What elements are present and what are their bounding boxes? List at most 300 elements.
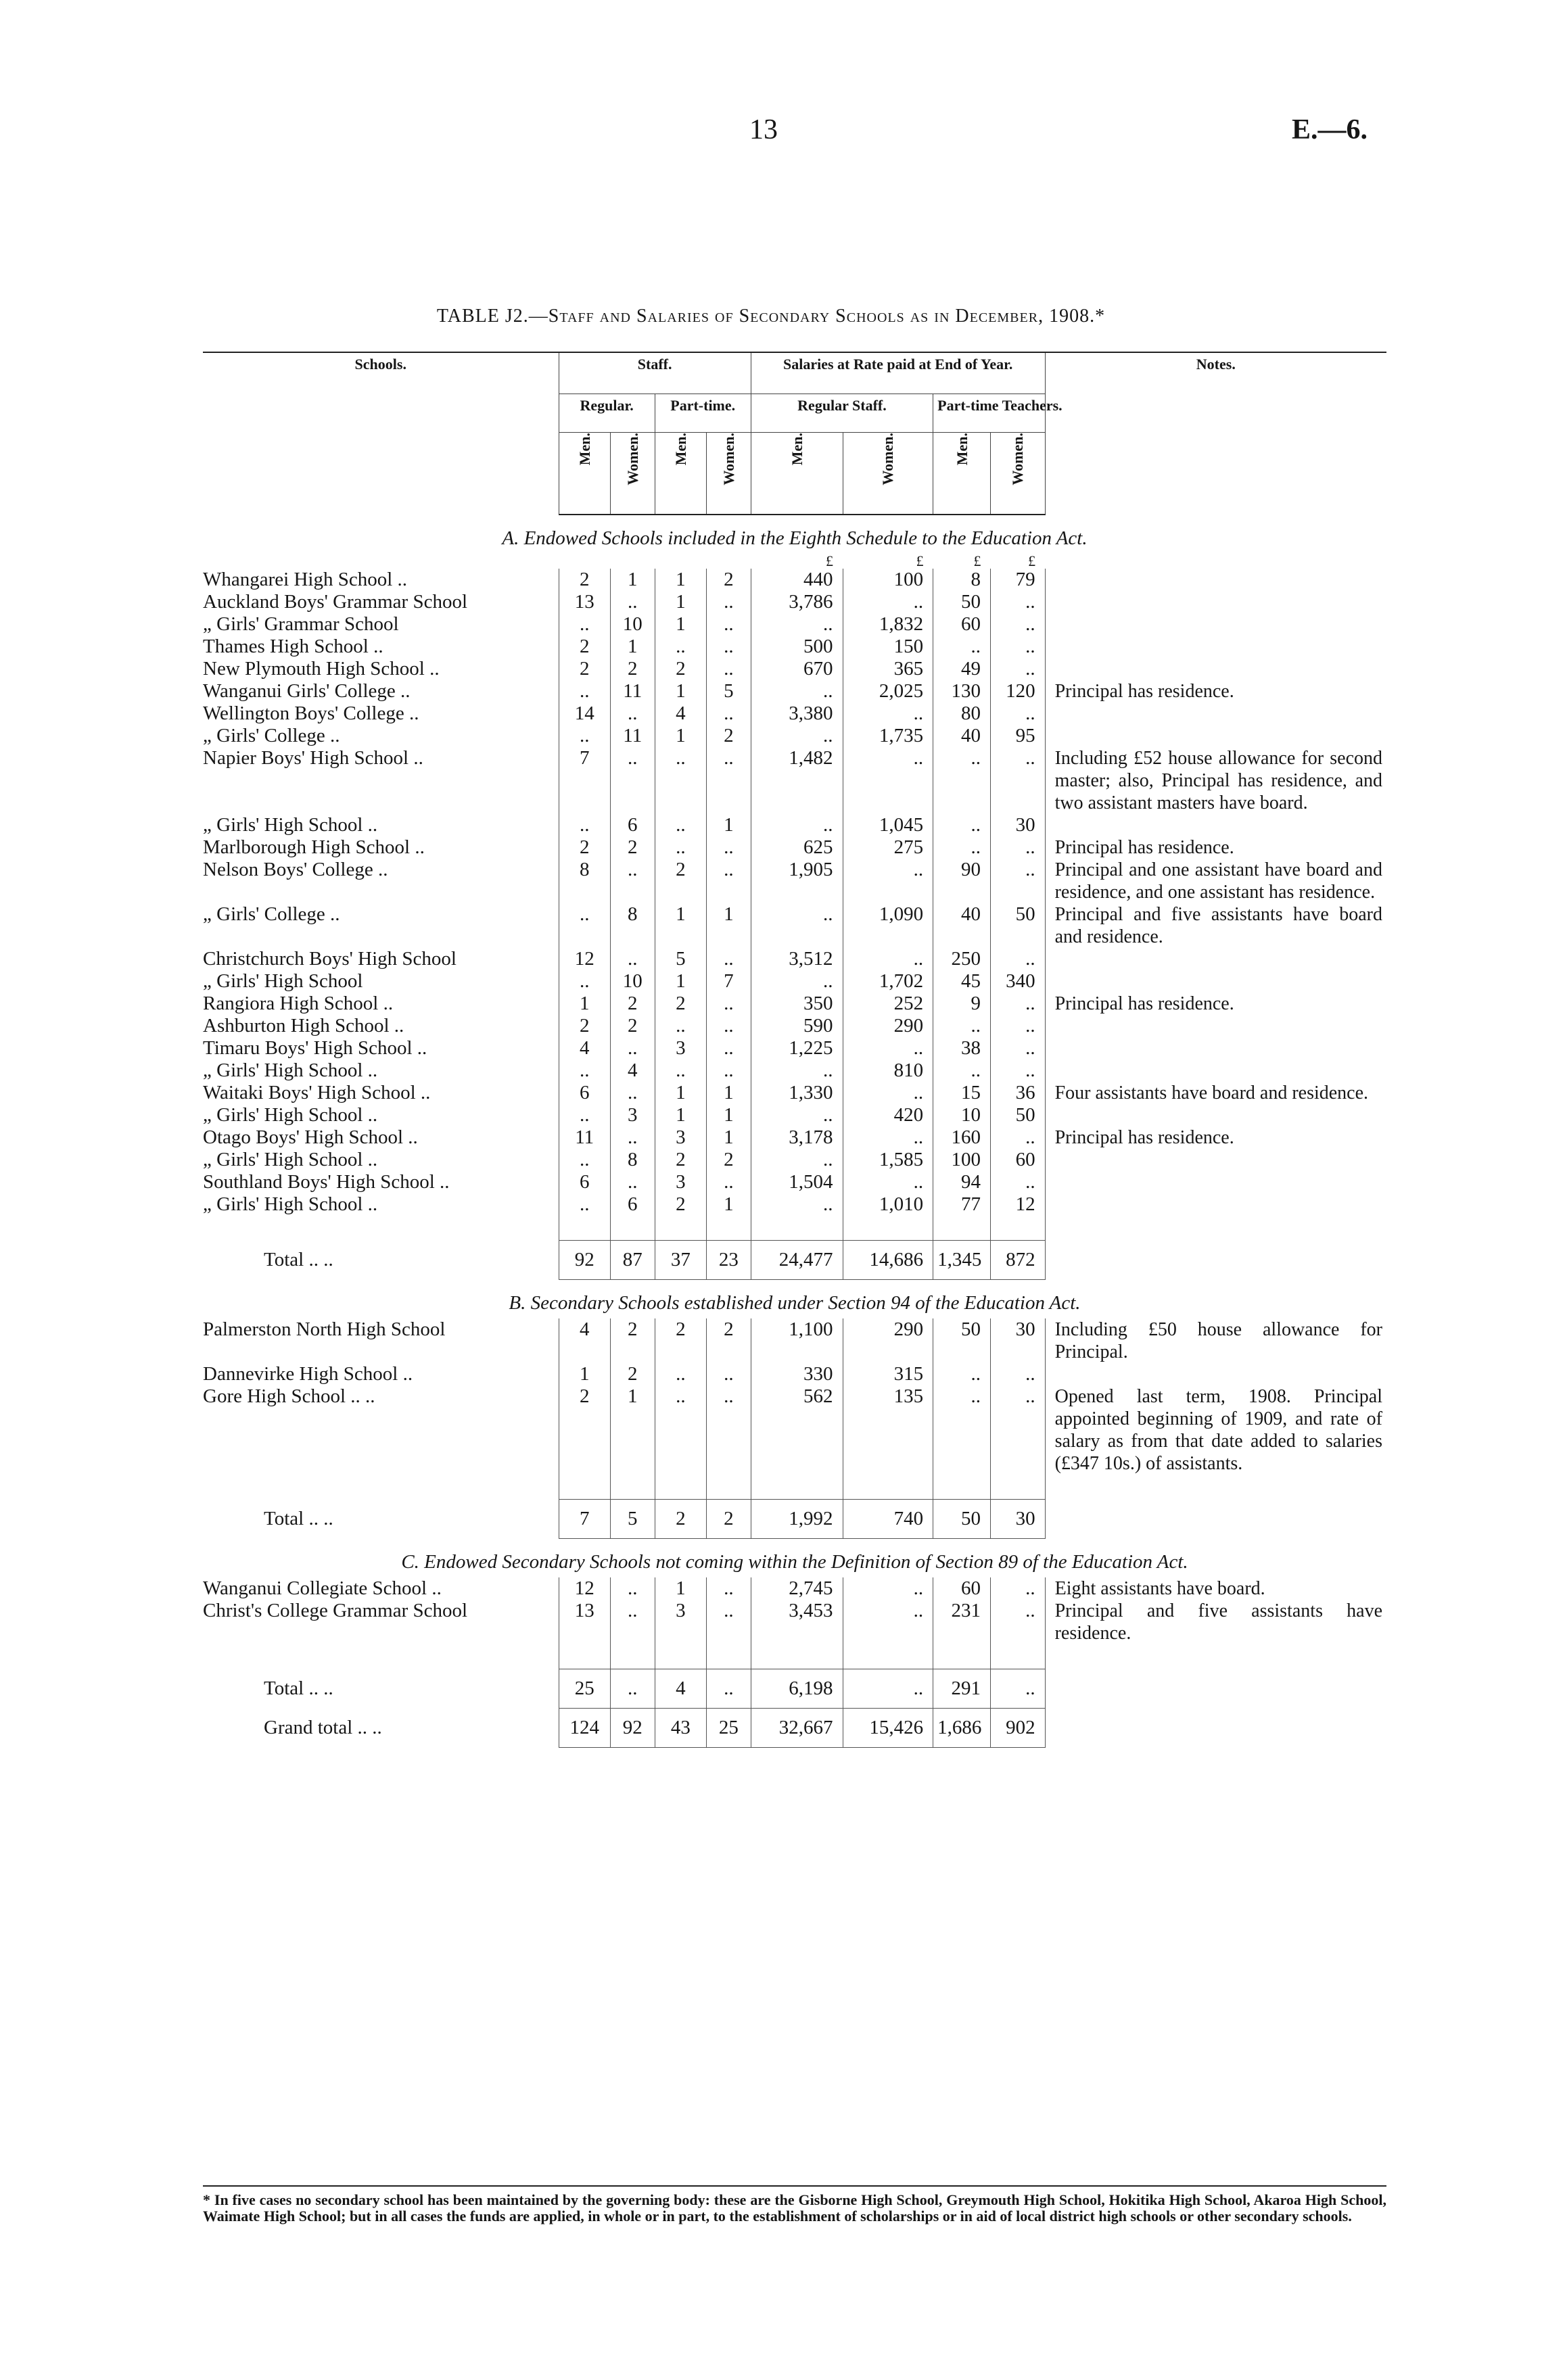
spacer-cell: [610, 1216, 655, 1241]
value-cell: 1,832: [843, 613, 933, 636]
note-cell: [1045, 591, 1386, 613]
school-name-cell: [203, 703, 559, 725]
note-cell: [1045, 1171, 1386, 1193]
value-cell: 500: [751, 636, 843, 658]
value-cell: 11: [610, 680, 655, 703]
value-cell: 4: [559, 1318, 610, 1363]
section-a-title: A. Endowed Schools included in the Eighth Schedule to the Education Act.: [502, 527, 1088, 549]
pound-unit: £: [1028, 552, 1036, 569]
school-name: „ Girls' High School: [203, 1193, 363, 1215]
value-cell: ..: [751, 970, 843, 993]
school-row: [203, 970, 1386, 993]
notes-header: Notes.: [1045, 352, 1386, 515]
leader-dots: ..: [397, 569, 408, 590]
leader-dots: ..: [415, 836, 425, 858]
total-row-value: 4: [655, 1669, 706, 1709]
note-cell: [1045, 658, 1386, 680]
currency-units-row: [203, 554, 1386, 569]
value-cell: 420: [843, 1104, 933, 1126]
women-header: Women.: [624, 433, 641, 485]
spacer-cell: [1045, 1475, 1386, 1500]
value-cell: 1: [655, 613, 706, 636]
grand-total-row-value: 25: [707, 1709, 751, 1748]
value-cell: ..: [559, 1193, 610, 1216]
men-header: Men.: [953, 433, 971, 466]
staff-salaries-table: [203, 352, 1386, 1748]
value-cell: 3,453: [751, 1600, 843, 1644]
school-row: [203, 613, 1386, 636]
value-cell: 50: [933, 1318, 991, 1363]
total-row: [203, 1669, 1386, 1709]
value-cell: 150: [843, 636, 933, 658]
value-cell: ..: [707, 1037, 751, 1060]
value-cell: ..: [707, 1171, 751, 1193]
school-name-cell: [203, 1193, 559, 1216]
series-code: E.—6.: [1292, 114, 1368, 145]
note-cell: Opened last term, 1908. Principal appointed beginning of 1909, and rate of salary as from that date added to salaries (£347 10s.) of assistants.: [1045, 1385, 1386, 1475]
value-cell: 11: [610, 725, 655, 747]
spacer-cell: [559, 1644, 610, 1669]
value-cell: 1: [559, 1363, 610, 1385]
spacer-row: [203, 1475, 1386, 1500]
note-cell: [1045, 1149, 1386, 1171]
value-cell: ..: [991, 948, 1046, 970]
spacer-cell: [655, 1475, 706, 1500]
leader-dots: ..: [402, 1363, 413, 1385]
value-cell: 12: [991, 1193, 1046, 1216]
value-cell: 45: [933, 970, 991, 993]
grand-total-row-value: 1,686: [933, 1709, 991, 1748]
value-cell: ..: [610, 591, 655, 613]
school-name: Wanganui Collegiate School: [203, 1577, 427, 1599]
school-row: [203, 859, 1386, 903]
leader-dots: .. ..: [357, 1716, 382, 1738]
value-cell: 1: [655, 569, 706, 591]
value-cell: ..: [751, 1104, 843, 1126]
leader-dots: .. ..: [350, 1385, 375, 1407]
school-name: Wanganui Girls' College: [203, 680, 396, 702]
total-row-value: ..: [991, 1669, 1046, 1709]
total-row-value: ..: [707, 1669, 751, 1709]
value-cell: 77: [933, 1193, 991, 1216]
school-name-cell: [203, 1363, 559, 1385]
regular-staff-header: Regular Staff.: [751, 394, 933, 433]
note-cell: [1045, 1363, 1386, 1385]
note-cell: [1045, 970, 1386, 993]
school-name-cell: [203, 970, 559, 993]
value-cell: 160: [933, 1126, 991, 1149]
value-cell: 80: [933, 703, 991, 725]
section-b-heading-row: [203, 1280, 1386, 1319]
value-cell: 1,482: [751, 747, 843, 814]
leader-dots: ..: [377, 859, 388, 880]
school-name-cell: [203, 658, 559, 680]
value-cell: 2: [655, 1193, 706, 1216]
value-cell: ..: [991, 591, 1046, 613]
total-row-value: 23: [707, 1241, 751, 1280]
school-name: Wellington Boys' College: [203, 703, 404, 724]
men-header: Men.: [672, 433, 689, 466]
note-cell: [1045, 703, 1386, 725]
value-cell: ..: [843, 591, 933, 613]
table-title: [0, 306, 1542, 327]
value-cell: ..: [933, 1015, 991, 1037]
staff-header: Staff.: [559, 352, 751, 394]
note-cell: [1045, 1060, 1386, 1082]
note-cell: [1045, 1037, 1386, 1060]
spacer-cell: [991, 1216, 1046, 1241]
value-cell: 2: [707, 725, 751, 747]
leader-dots: ..: [408, 703, 419, 724]
value-cell: 3,786: [751, 591, 843, 613]
grand-total-row-value: 43: [655, 1709, 706, 1748]
school-row: [203, 680, 1386, 703]
value-cell: 1: [610, 636, 655, 658]
value-cell: ..: [707, 613, 751, 636]
value-cell: 2: [655, 1149, 706, 1171]
school-name-cell: [203, 1104, 559, 1126]
leader-dots: ..: [367, 1060, 378, 1081]
spacer-cell: [991, 1475, 1046, 1500]
school-name: Thames High School: [203, 636, 369, 657]
value-cell: 1: [655, 1082, 706, 1104]
value-cell: 8: [559, 859, 610, 903]
value-cell: ..: [655, 1015, 706, 1037]
value-cell: 440: [751, 569, 843, 591]
school-row: [203, 636, 1386, 658]
total-row-value: 2: [655, 1500, 706, 1539]
value-cell: 1,735: [843, 725, 933, 747]
leader-dots: ..: [330, 903, 340, 925]
note-cell: [1045, 1500, 1386, 1539]
school-name-cell: [203, 613, 559, 636]
value-cell: ..: [933, 1060, 991, 1082]
school-name: Waitaki Boys' High School: [203, 1082, 416, 1103]
school-name: „ Girls' High School: [203, 1104, 363, 1126]
value-cell: ..: [933, 747, 991, 814]
school-name: „ Girls' High School: [203, 814, 363, 836]
note-cell: [1045, 1709, 1386, 1748]
total-row-value: 740: [843, 1500, 933, 1539]
note-cell: [1045, 613, 1386, 636]
value-cell: ..: [991, 1037, 1046, 1060]
salaries-header: Salaries at Rate paid at End of Year.: [751, 352, 1045, 394]
school-name: „ Girls' Grammar School: [203, 613, 399, 635]
value-cell: ..: [991, 1060, 1046, 1082]
value-cell: ..: [991, 993, 1046, 1015]
school-row: [203, 1363, 1386, 1385]
regular-header: Regular.: [559, 394, 655, 433]
value-cell: ..: [610, 1171, 655, 1193]
grand-total-row-value: 32,667: [751, 1709, 843, 1748]
value-cell: 365: [843, 658, 933, 680]
value-cell: 315: [843, 1363, 933, 1385]
school-name: „ Girls' High School: [203, 1060, 363, 1081]
leader-dots: ..: [408, 1126, 418, 1148]
note-cell: Including £50 house allowance for Principal.: [1045, 1318, 1386, 1363]
total-row-value: 1,992: [751, 1500, 843, 1539]
school-name-cell: [203, 1126, 559, 1149]
school-name-cell: [203, 569, 559, 591]
school-name-cell: [203, 1037, 559, 1060]
value-cell: ..: [991, 1171, 1046, 1193]
school-row: [203, 993, 1386, 1015]
value-cell: ..: [655, 1060, 706, 1082]
value-cell: 1: [559, 993, 610, 1015]
school-name: Otago Boys' High School: [203, 1126, 404, 1148]
spacer-cell: [707, 1475, 751, 1500]
value-cell: 12: [559, 948, 610, 970]
value-cell: 1: [655, 725, 706, 747]
footnote-rule: [203, 2185, 1386, 2187]
value-cell: 1,702: [843, 970, 933, 993]
women-header: Women.: [720, 433, 737, 485]
value-cell: 79: [991, 569, 1046, 591]
value-cell: 1,330: [751, 1082, 843, 1104]
value-cell: 10: [933, 1104, 991, 1126]
units-spacer: [1045, 554, 1386, 569]
value-cell: 1: [707, 1193, 751, 1216]
value-cell: ..: [751, 814, 843, 836]
value-cell: 10: [610, 613, 655, 636]
value-cell: ..: [707, 1600, 751, 1644]
leader-dots: ..: [431, 1577, 442, 1599]
school-name: Marlborough High School: [203, 836, 411, 858]
value-cell: ..: [991, 1385, 1046, 1475]
value-cell: 135: [843, 1385, 933, 1475]
value-cell: 2: [559, 658, 610, 680]
school-name: Napier Boys' High School: [203, 747, 409, 769]
school-name-cell: [203, 591, 559, 613]
value-cell: ..: [610, 948, 655, 970]
value-cell: 5: [707, 680, 751, 703]
value-cell: ..: [559, 814, 610, 836]
value-cell: 2: [610, 1318, 655, 1363]
value-cell: 1: [655, 680, 706, 703]
value-cell: 1,010: [843, 1193, 933, 1216]
value-cell: ..: [991, 1600, 1046, 1644]
value-cell: ..: [991, 658, 1046, 680]
value-cell: 1,045: [843, 814, 933, 836]
school-name-cell: [203, 1600, 559, 1644]
school-row: [203, 1577, 1386, 1600]
value-cell: ..: [559, 1104, 610, 1126]
total-row-value: 14,686: [843, 1241, 933, 1280]
leader-dots: ..: [367, 1149, 378, 1170]
school-name: Nelson Boys' College: [203, 859, 373, 880]
school-name-cell: [203, 1015, 559, 1037]
total-row-value: 291: [933, 1669, 991, 1709]
value-cell: ..: [933, 1363, 991, 1385]
value-cell: ..: [843, 859, 933, 903]
value-cell: 3: [610, 1104, 655, 1126]
school-row: [203, 1037, 1386, 1060]
school-row: [203, 1126, 1386, 1149]
grand-total-row-value: 15,426: [843, 1709, 933, 1748]
leader-dots: ..: [383, 993, 394, 1014]
total-row-value: 6,198: [751, 1669, 843, 1709]
value-cell: ..: [991, 836, 1046, 859]
note-cell: Principal and five assistants have residence.: [1045, 1600, 1386, 1644]
value-cell: 13: [559, 591, 610, 613]
pound-unit: £: [826, 552, 834, 569]
value-cell: ..: [933, 1385, 991, 1475]
value-cell: 1,090: [843, 903, 933, 948]
value-cell: ..: [843, 1600, 933, 1644]
grand-total-row-value: 124: [559, 1709, 610, 1748]
value-cell: ..: [707, 703, 751, 725]
school-row: [203, 1193, 1386, 1216]
total-row-label-cell: [203, 1669, 559, 1709]
value-cell: 2: [559, 569, 610, 591]
value-cell: ..: [751, 903, 843, 948]
value-cell: 252: [843, 993, 933, 1015]
spacer-cell: [843, 1216, 933, 1241]
value-cell: 4: [610, 1060, 655, 1082]
note-cell: Principal and five assistants have board and residence.: [1045, 903, 1386, 948]
total-row: [203, 1500, 1386, 1539]
school-name: Ashburton High School: [203, 1015, 390, 1037]
total-row-value: 30: [991, 1500, 1046, 1539]
value-cell: 3,178: [751, 1126, 843, 1149]
value-cell: ..: [707, 658, 751, 680]
note-cell: Principal has residence.: [1045, 836, 1386, 859]
value-cell: ..: [933, 814, 991, 836]
value-cell: ..: [559, 725, 610, 747]
value-cell: ..: [707, 1385, 751, 1475]
value-cell: ..: [843, 703, 933, 725]
value-cell: ..: [707, 1060, 751, 1082]
value-cell: 350: [751, 993, 843, 1015]
value-cell: 6: [610, 814, 655, 836]
value-cell: 2: [610, 1363, 655, 1385]
value-cell: 625: [751, 836, 843, 859]
note-cell: [1045, 948, 1386, 970]
value-cell: 810: [843, 1060, 933, 1082]
value-cell: 1: [707, 903, 751, 948]
value-cell: 1: [707, 1104, 751, 1126]
value-cell: 7: [559, 747, 610, 814]
total-row-value: ..: [610, 1669, 655, 1709]
value-cell: 30: [991, 1318, 1046, 1363]
units-spacer: [203, 554, 751, 569]
value-cell: ..: [610, 1600, 655, 1644]
spacer-cell: [559, 1216, 610, 1241]
school-name-cell: [203, 948, 559, 970]
total-row-value: 37: [655, 1241, 706, 1280]
note-cell: Principal has residence.: [1045, 993, 1386, 1015]
value-cell: 275: [843, 836, 933, 859]
spacer-cell: [933, 1475, 991, 1500]
spacer-row: [203, 1644, 1386, 1669]
value-cell: 120: [991, 680, 1046, 703]
school-row: [203, 703, 1386, 725]
women-header: Women.: [1009, 433, 1027, 485]
school-name: „ Girls' College: [203, 903, 325, 925]
total-row-value: 87: [610, 1241, 655, 1280]
school-name: „ Girls' College: [203, 725, 325, 746]
women-header: Women.: [879, 433, 897, 485]
school-row: [203, 903, 1386, 948]
value-cell: ..: [655, 636, 706, 658]
page-number: 13: [749, 114, 778, 145]
value-cell: 15: [933, 1082, 991, 1104]
part-time-teachers-header: Part-time Teachers.: [933, 394, 1045, 433]
value-cell: 100: [843, 569, 933, 591]
value-cell: 340: [991, 970, 1046, 993]
section-c-heading-row: [203, 1539, 1386, 1578]
value-cell: 4: [559, 1037, 610, 1060]
value-cell: ..: [610, 1577, 655, 1600]
value-cell: 2: [559, 636, 610, 658]
note-cell: [1045, 1193, 1386, 1216]
value-cell: 2: [559, 1015, 610, 1037]
spacer-cell: [707, 1216, 751, 1241]
school-name-cell: [203, 636, 559, 658]
leader-dots: ..: [394, 1015, 404, 1037]
school-name-cell: [203, 725, 559, 747]
value-cell: 4: [655, 703, 706, 725]
value-cell: 60: [933, 613, 991, 636]
school-name: Southland Boys' High School: [203, 1171, 435, 1193]
note-cell: Four assistants have board and residence.: [1045, 1082, 1386, 1104]
school-name: Timaru Boys' High School: [203, 1037, 413, 1059]
school-name-cell: [203, 993, 559, 1015]
spacer-cell: [203, 1644, 559, 1669]
leader-dots: ..: [367, 1104, 378, 1126]
total-row-value: ..: [843, 1669, 933, 1709]
school-row: [203, 1060, 1386, 1082]
spacer-cell: [559, 1475, 610, 1500]
spacer-row: [203, 1216, 1386, 1241]
value-cell: 90: [933, 859, 991, 903]
value-cell: ..: [991, 1577, 1046, 1600]
value-cell: 6: [559, 1171, 610, 1193]
value-cell: 590: [751, 1015, 843, 1037]
value-cell: 9: [933, 993, 991, 1015]
value-cell: ..: [707, 1363, 751, 1385]
spacer-cell: [751, 1475, 843, 1500]
value-cell: 1: [707, 1082, 751, 1104]
total-row-value: 50: [933, 1500, 991, 1539]
value-cell: 2: [655, 859, 706, 903]
school-name-cell: [203, 903, 559, 948]
table-title-prefix: TABLE J2.—: [436, 306, 548, 327]
value-cell: 1,100: [751, 1318, 843, 1363]
value-cell: 2: [707, 1149, 751, 1171]
value-cell: 50: [991, 1104, 1046, 1126]
note-cell: [1045, 1669, 1386, 1709]
value-cell: 30: [991, 814, 1046, 836]
school-name-cell: [203, 1082, 559, 1104]
spacer-cell: [933, 1216, 991, 1241]
value-cell: 6: [559, 1082, 610, 1104]
spacer-cell: [203, 1475, 559, 1500]
value-cell: 2: [559, 1385, 610, 1475]
leader-dots: ..: [373, 636, 383, 657]
total-row-value: 24,477: [751, 1241, 843, 1280]
value-cell: ..: [991, 859, 1046, 903]
value-cell: 290: [843, 1318, 933, 1363]
value-cell: 2,025: [843, 680, 933, 703]
value-cell: 562: [751, 1385, 843, 1475]
value-cell: 60: [933, 1577, 991, 1600]
part-time-header: Part-time.: [655, 394, 751, 433]
school-name-cell: [203, 1171, 559, 1193]
value-cell: ..: [610, 1126, 655, 1149]
value-cell: ..: [655, 836, 706, 859]
value-cell: ..: [655, 1385, 706, 1475]
